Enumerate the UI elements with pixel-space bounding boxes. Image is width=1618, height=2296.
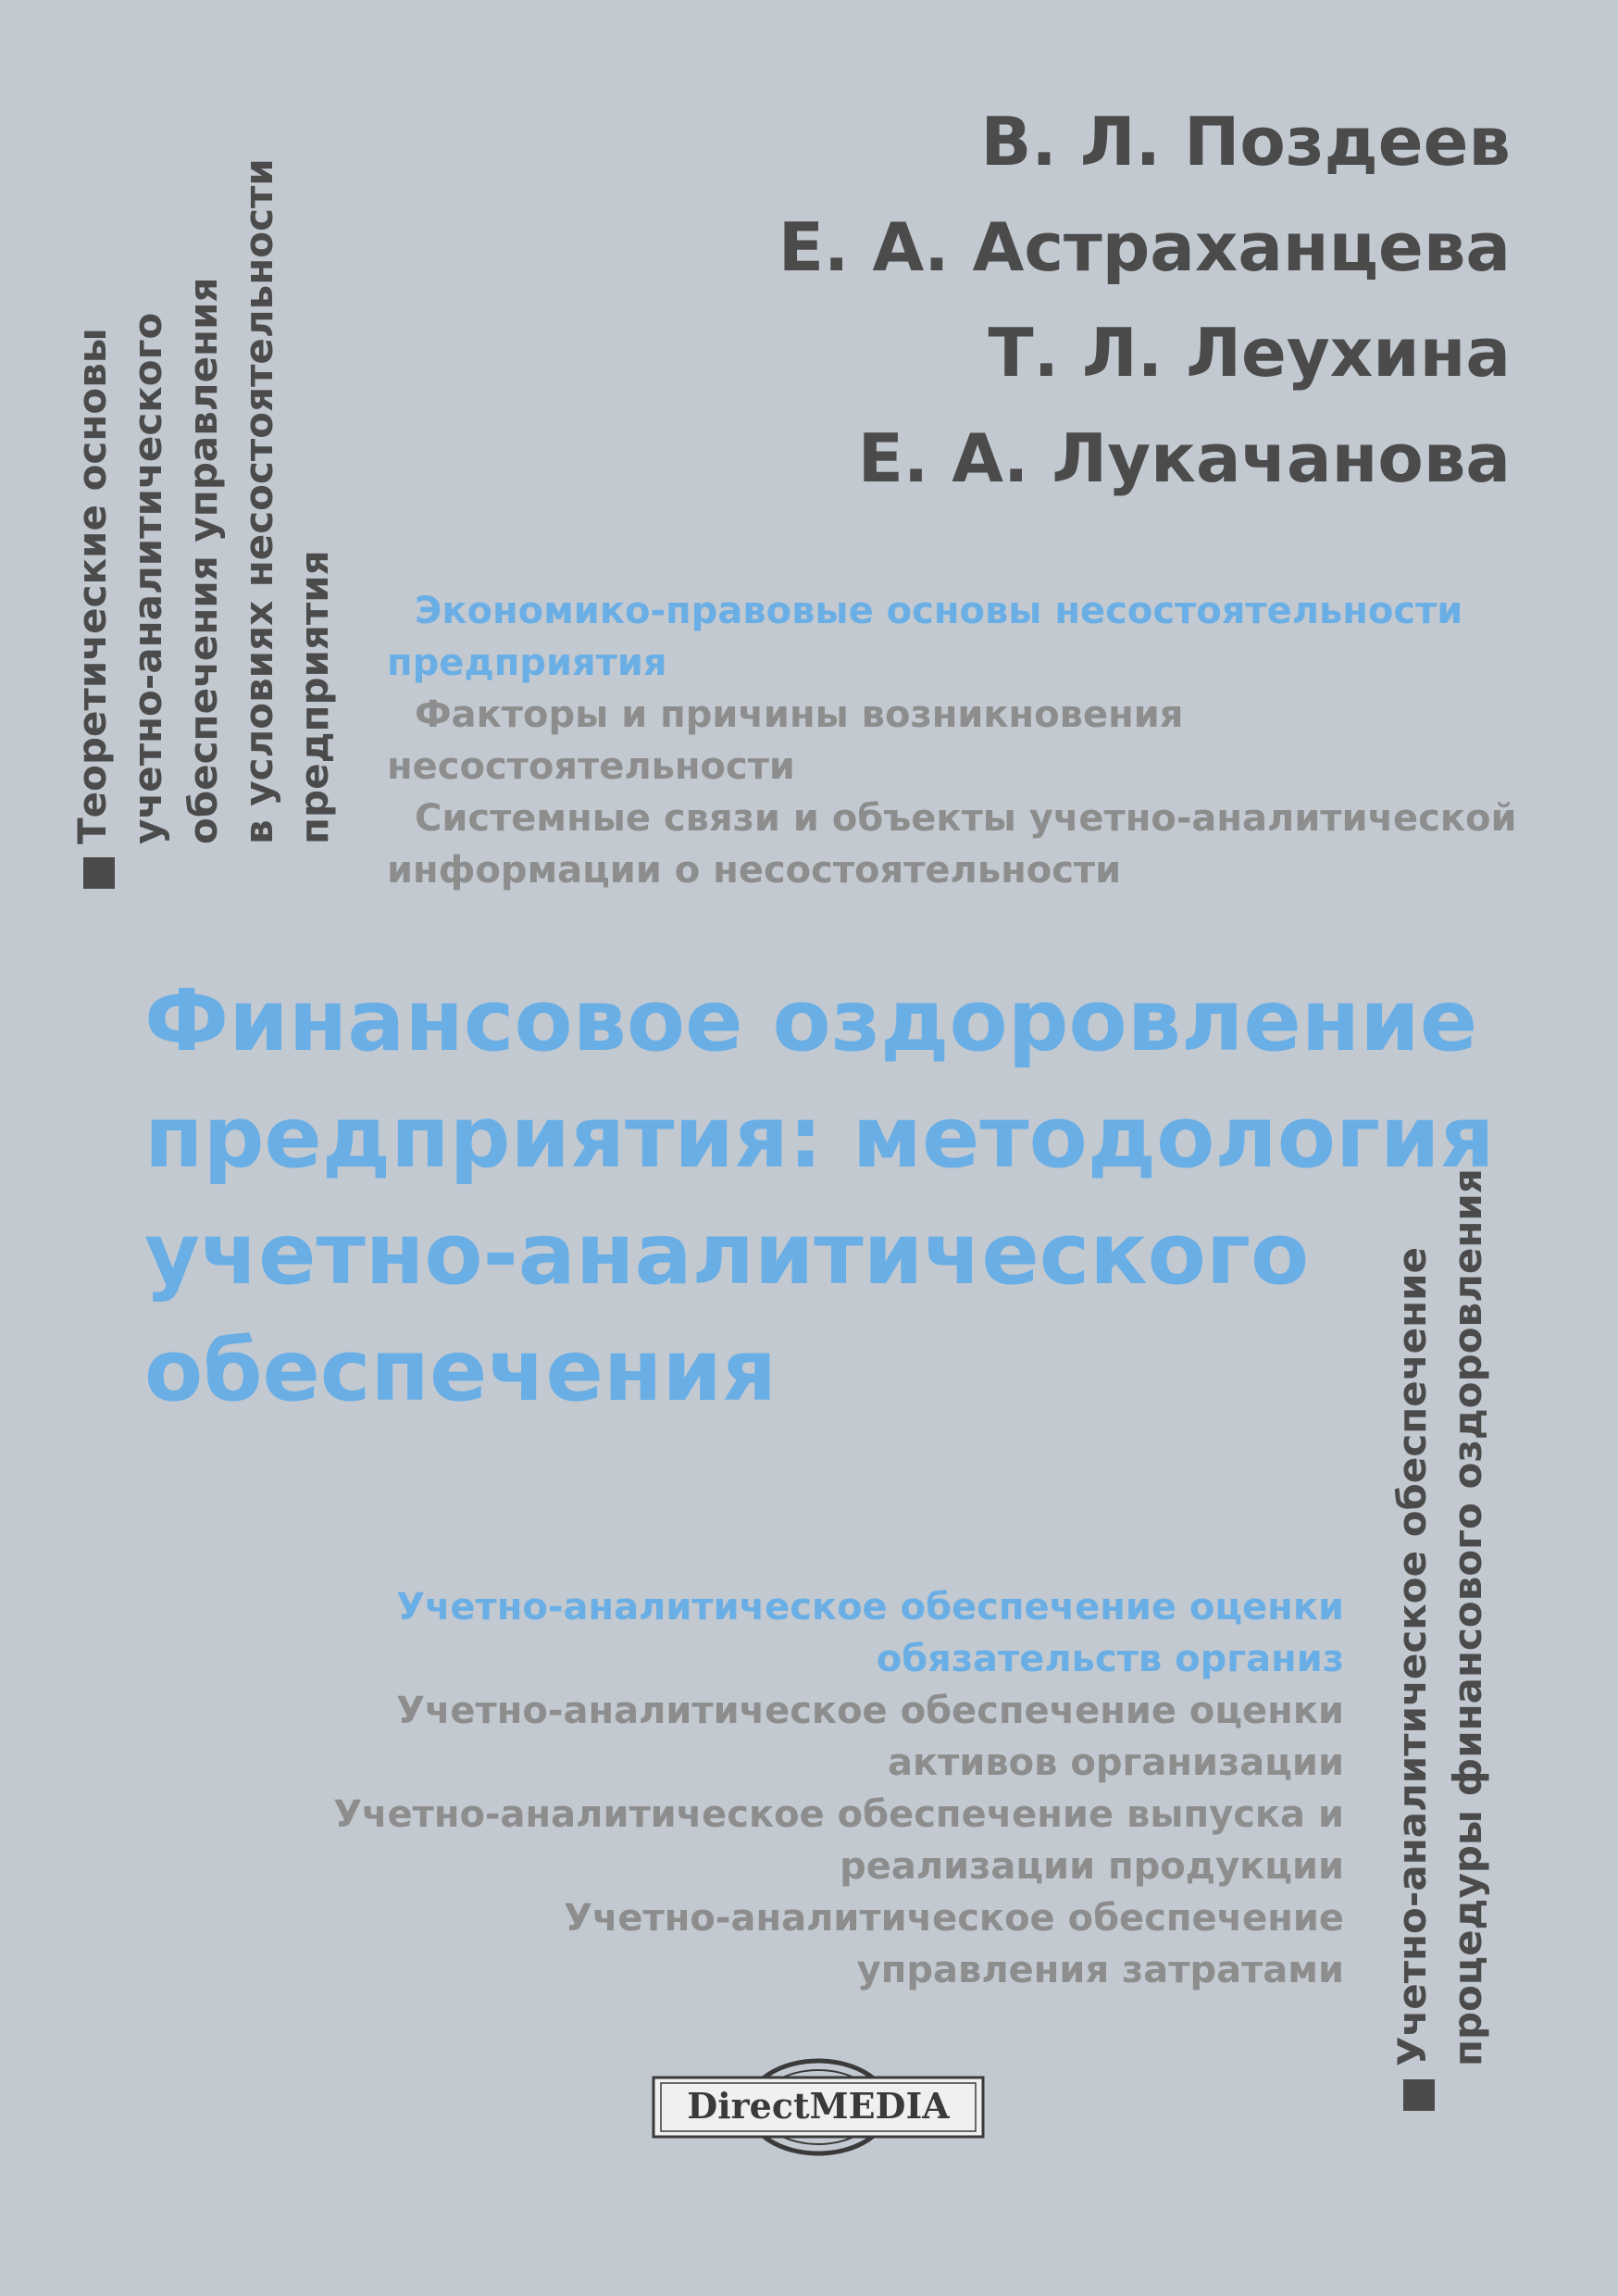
chapter-item: Факторы и причины возникновения несостоятельности — [387, 693, 1184, 788]
author-name: В. Л. Поздеев — [980, 103, 1511, 181]
chapter-list-part-2 — [326, 1581, 1344, 1996]
title-line: Финансовое оздоровление — [144, 971, 1478, 1070]
author-name: Е. А. Астраханцева — [778, 208, 1511, 286]
square-bullet-icon — [1403, 2079, 1435, 2111]
title-line: учетно-аналитического — [144, 1204, 1310, 1304]
chapter-item: Экономико-правовые основы несостоятельности предприятия — [387, 590, 1463, 684]
chapter-item: Системные связи и объекты учетно-аналитической информации о несостоятельности — [387, 797, 1517, 892]
authors-block — [778, 89, 1511, 511]
section-heading-line: в условиях несостоятельности — [236, 158, 281, 844]
chapter-item: Учетно-аналитическое обеспечение выпуска и реализации продукции — [333, 1793, 1344, 1888]
author-name: Е. А. Лукачанова — [857, 419, 1511, 497]
section-heading-line: учетно-аналитического — [125, 312, 170, 844]
publisher-name: DirectMEDIA — [687, 2085, 950, 2127]
title-line: обеспечения — [144, 1321, 777, 1420]
book-title — [144, 963, 1495, 1429]
chapter-item: Учетно-аналитическое обеспечение управления затратами — [564, 1897, 1344, 1991]
right-section-heading — [1385, 1168, 1524, 2111]
chapter-item: Учетно-аналитическое обеспечение оценки обязательств организ — [396, 1586, 1344, 1680]
title-line: предприятия: методология — [144, 1088, 1495, 1187]
section-heading-line: Теоретические основы — [69, 328, 115, 844]
square-bullet-icon — [83, 857, 115, 889]
section-heading-line: Учетно-аналитическое обеспечение — [1389, 1246, 1435, 2066]
section-heading-line: обеспечения управления — [180, 277, 226, 844]
chapter-item: Учетно-аналитическое обеспечение оценки активов организации — [396, 1690, 1344, 1784]
publisher-logo — [650, 2052, 987, 2163]
section-heading-line: предприятия — [292, 550, 337, 844]
chapter-list-part-1 — [387, 585, 1590, 896]
section-heading-line: процедуры финансового оздоровления — [1445, 1168, 1490, 2066]
left-section-heading — [65, 148, 361, 889]
author-name: Т. Л. Леухина — [988, 314, 1511, 392]
